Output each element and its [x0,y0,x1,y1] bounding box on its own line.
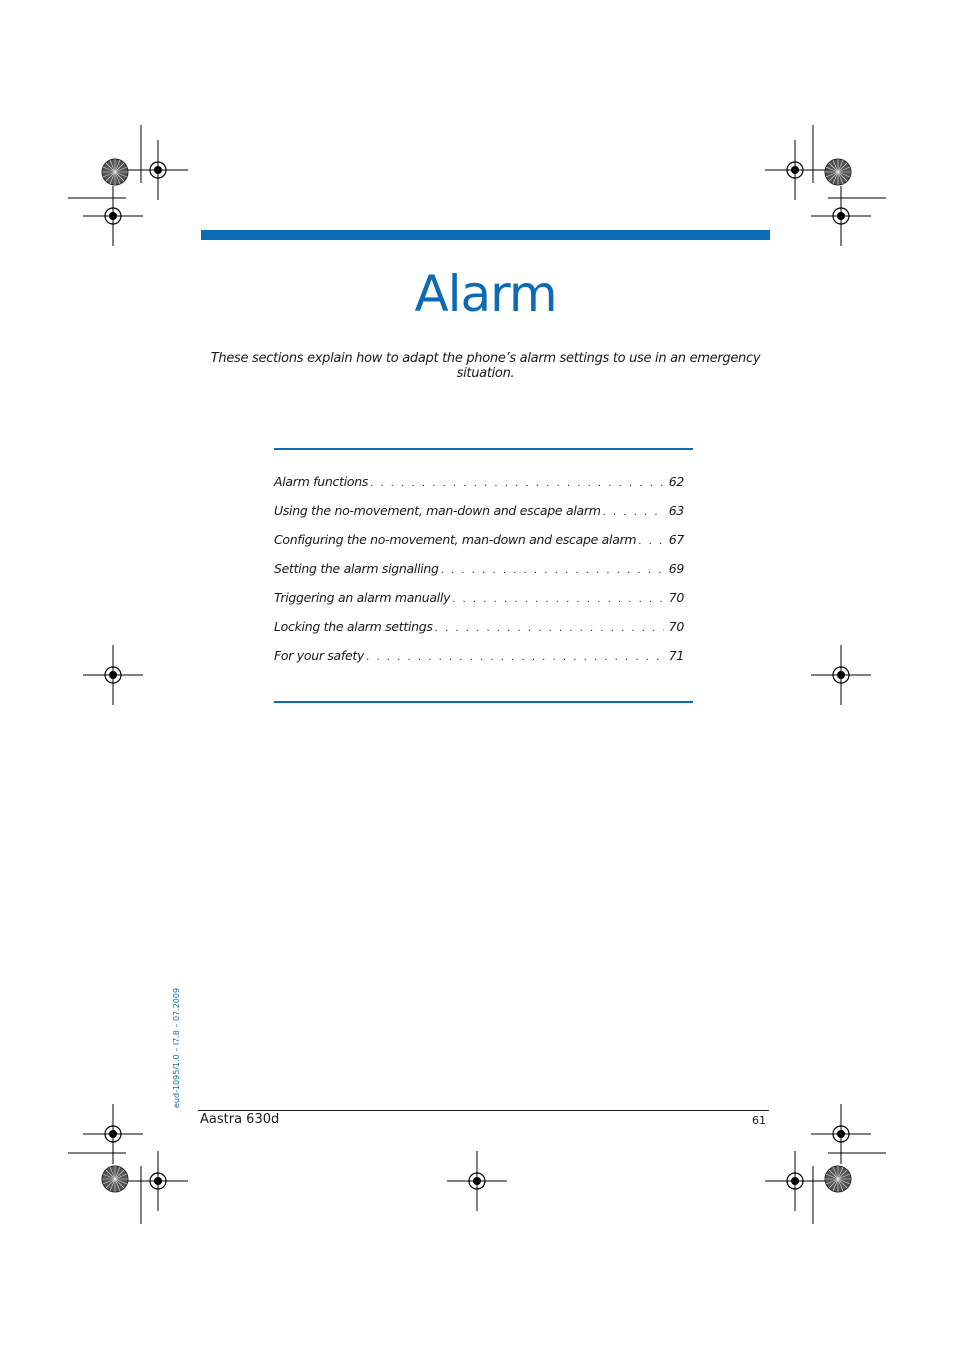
toc-item[interactable] [274,532,684,561]
chapter-intro: These sections explain how to adapt the phone’s alarm settings to use in an emergency situation. [210,351,761,381]
toc-item-title: For your safety [274,648,365,663]
toc-item[interactable] [274,648,684,677]
toc-item-page: 62 [668,474,684,489]
toc-item[interactable] [274,503,684,532]
toc-item-title: Locking the alarm settings [274,619,433,634]
toc-item-page: 70 [668,619,684,634]
table-of-contents [274,474,684,677]
toc-item-title: Using the no-movement, man-down and escape alarm [274,503,601,518]
toc-item[interactable] [274,561,684,590]
toc-leader [435,623,664,634]
toc-bottom-rule [274,701,693,703]
toc-item-title: Configuring the no-movement, man-down and escape alarm [274,532,637,547]
toc-item[interactable] [274,619,684,648]
toc-item-page: 67 [668,532,684,547]
toc-leader [452,594,664,605]
toc-top-rule [274,448,693,450]
toc-item-page: 69 [668,561,684,576]
toc-item-page: 63 [668,503,684,518]
footer-rule [198,1110,769,1111]
document-code: eud-1095/1.0 – I7.8 – 07.2009 [172,987,181,1108]
toc-leader [366,652,664,663]
toc-item-title: Setting the alarm signalling [274,561,439,576]
toc-leader [370,478,664,489]
toc-item-title: Alarm functions [274,474,369,489]
toc-item-title: Triggering an alarm manually [274,590,451,605]
chapter-title-bar [201,230,770,240]
toc-item[interactable] [274,474,684,503]
toc-item-page: 70 [668,590,684,605]
footer-page-number: 61 [752,1114,766,1127]
toc-item-page: 71 [668,648,684,663]
chapter-title: Alarm [414,265,557,323]
toc-leader [603,507,664,518]
footer-product-name: Aastra 630d [200,1112,280,1127]
toc-item[interactable] [274,590,684,619]
toc-leader [441,565,664,576]
toc-leader [638,536,664,547]
